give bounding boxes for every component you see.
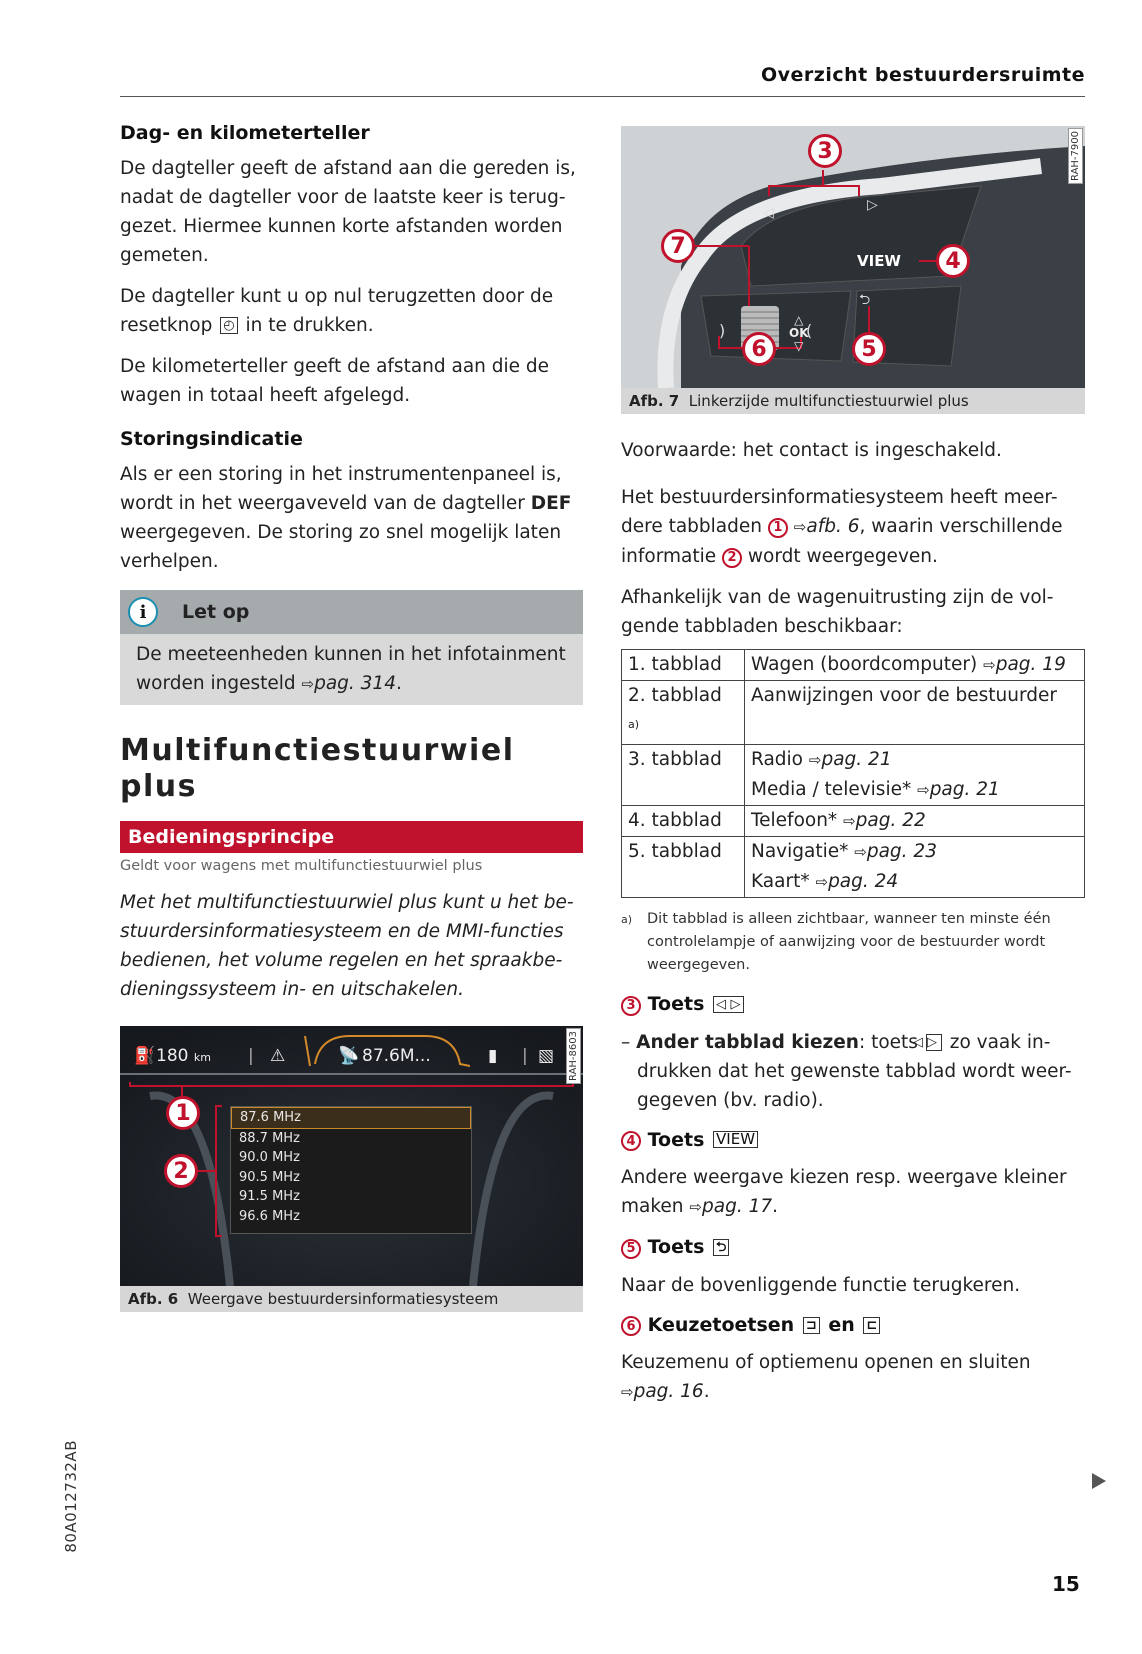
item-3-heading: 3 Toets ◁ ▷ (621, 993, 1085, 1016)
content-cell: Navigatie* ⇨pag. 23 Kaart* ⇨pag. 24 (745, 837, 1085, 898)
station-item: 88.7 MHz (239, 1130, 300, 1146)
trip-paragraph-3: De kilometerteller geeft de afstand aan die de wagen in totaal heeft afgelegd. (120, 356, 550, 406)
reference-arrow-icon: ⇨ (843, 812, 856, 831)
callout-6: 6 (742, 332, 776, 366)
station-item: 96.6 MHz (239, 1208, 300, 1224)
tab-switch-key-icon: ◁ ▷ (713, 996, 744, 1013)
driver-info-display-illustration (120, 1026, 583, 1286)
item-6-text: Keuzemenu of optiemenu openen en sluiten ⇨pag. 16. (621, 1352, 1031, 1403)
precondition-text: Voorwaarde: het contact is ingeschakeld. (621, 440, 1002, 461)
display-tab-bar (120, 1036, 583, 1076)
left-select-key-icon: ⊐ (803, 1317, 820, 1334)
page-reference-link[interactable]: pag. 17 (702, 1196, 773, 1218)
content-cell: Radio ⇨pag. 21 Media / televisie* ⇨pag. 21 (745, 745, 1085, 806)
callout-1: 1 (166, 1096, 200, 1130)
running-header: Overzicht bestuurdersruimte (761, 64, 1085, 86)
active-tab-radio: 87.6M... (362, 1046, 431, 1066)
callout-ref-4: 4 (621, 1131, 641, 1151)
tab-separator: | (522, 1046, 528, 1066)
continue-arrow-icon (1092, 1473, 1106, 1489)
svg-text:◁: ◁ (763, 205, 774, 221)
steering-wheel-illustration (621, 126, 1085, 388)
table-row (622, 745, 1085, 806)
note-title: Let op (182, 601, 250, 623)
fault-paragraph: Als er een storing in het instrumentenpaneel is, wordt in het weergaveveld van de dagteller DEF weergegeven. De storing zo snel mogelijk laten verhelpen. (120, 464, 572, 572)
header-divider (120, 96, 1085, 97)
table-row (622, 681, 1085, 745)
heading-fault-indication: Storingsindicatie (120, 428, 303, 450)
svg-text:(: ( (806, 321, 813, 340)
item-4-heading: 4 Toets VIEW (621, 1129, 1085, 1152)
reference-arrow-icon: ⇨ (854, 843, 867, 862)
tab-switch-key-icon: ◁ ▷ (926, 1034, 942, 1051)
info-icon: i (128, 597, 158, 627)
station-item: 91.5 MHz (239, 1189, 300, 1204)
callout-ref-3: 3 (621, 996, 641, 1016)
figure-reference-link[interactable]: afb. 6 (806, 516, 860, 537)
intro-paragraph: Met het multifunctiestuurwiel plus kunt u het be-stuurdersinformatiesysteem en de MMI-functies bedienen, het volume regelen en het spraakbe-dieningssysteem in- en uitschakelen. (120, 892, 574, 1000)
page-reference-link[interactable]: pag. 21 (929, 779, 1000, 801)
tab-cell: 4. tabblad (622, 806, 745, 837)
callout-ref-6: 6 (621, 1316, 641, 1336)
note-box (120, 590, 583, 705)
svg-text:▷: ▷ (867, 197, 878, 213)
applies-to-note: Geldt voor wagens met multifunctiestuurwiel plus (120, 858, 483, 874)
table-footnote: a) Dit tabblad is alleen zichtbaar, wanneer ten minste één controlelampje of aanwijzing voor de bestuurder wordt weergegeven. (621, 911, 1051, 974)
back-key-icon: ⮌ (713, 1239, 729, 1256)
station-item: 90.5 MHz (239, 1169, 300, 1185)
reset-button-icon: ◴ (220, 317, 237, 334)
note-header (120, 590, 583, 634)
page-reference-link[interactable]: pag. 16 (633, 1381, 704, 1403)
reference-arrow-icon: ⇨ (793, 518, 807, 536)
figure-code: RAH-8603 (566, 1028, 581, 1084)
radio-station-list (230, 1106, 472, 1234)
station-item: 90.0 MHz (239, 1150, 300, 1165)
subsection-bar: Bedieningsprincipe (120, 821, 583, 853)
fuel-pump-icon: ⛽ (134, 1046, 156, 1066)
page-number: 15 (1052, 1572, 1080, 1596)
right-column (621, 126, 1085, 1419)
view-button: VIEW (857, 252, 901, 270)
callout-7: 7 (661, 229, 695, 263)
trip-paragraph-1: De dagteller geeft de afstand aan die gereden is, nadat de dagteller voor de laatste keer is terug-gezet. Hiermee kunnen korte afstanden worden gemeten. (120, 158, 576, 266)
tabs-table (621, 649, 1085, 898)
figure-7 (621, 126, 1085, 414)
page-reference-link[interactable]: pag. 19 (995, 654, 1066, 675)
reference-arrow-icon: ⇨ (983, 656, 996, 674)
item-6-heading: 6 Keuzetoetsen ⊐ en ⊏ (621, 1314, 1085, 1337)
svg-text:): ) (719, 321, 726, 340)
map-icon: ▧ (538, 1046, 555, 1066)
reference-arrow-icon: ⇨ (301, 675, 315, 693)
document-code: 80A012732AB (62, 1440, 80, 1553)
reference-arrow-icon: ⇨ (815, 873, 829, 892)
page-reference-link[interactable]: pag. 314 (314, 673, 396, 694)
table-row (622, 806, 1085, 837)
phone-icon: ▮ (488, 1046, 498, 1066)
chapter-title: Multifunctiestuurwiel plus (120, 733, 515, 804)
callout-ref-1: 1 (768, 518, 788, 538)
content-cell: Telefoon* ⇨pag. 22 (745, 806, 1085, 837)
tab-cell: 5. tabblad (622, 837, 745, 898)
figure-code: RAH-7900 (1068, 128, 1083, 184)
callout-3: 3 (808, 134, 842, 168)
view-key-icon: VIEW (713, 1131, 758, 1148)
trip-paragraph-2: De dagteller kunt u op nul terugzetten door de resetknop ◴ in te drukken. (120, 286, 554, 336)
tab-cell: 1. tabblad (622, 650, 745, 681)
reference-arrow-icon: ⇨ (621, 1383, 634, 1402)
content-cell: Aanwijzingen voor de bestuurder (745, 681, 1085, 745)
item-4-text: Andere weergave kiezen resp. weergave kleiner maken ⇨pag. 17. (621, 1167, 1067, 1218)
station-item-selected: 87.6 MHz (231, 1107, 471, 1129)
callout-ref-5: 5 (621, 1239, 641, 1259)
reference-arrow-icon: ⇨ (808, 751, 822, 770)
callout-ref-2: 2 (722, 548, 742, 568)
right-select-key-icon: ⊏ (863, 1317, 880, 1334)
page-reference-link[interactable]: pag. 23 (866, 841, 937, 863)
page-reference-link[interactable]: pag. 22 (855, 810, 926, 832)
figure-6 (120, 1026, 583, 1312)
reference-arrow-icon: ⇨ (917, 781, 930, 800)
page-reference-link[interactable]: pag. 21 (821, 749, 892, 771)
page-reference-link[interactable]: pag. 24 (828, 871, 899, 893)
tabs-intro-paragraph: Het bestuurdersinformatiesysteem heeft meer-dere tabbladen 1 ⇨afb. 6, waarin verschillende informatie 2 wordt weergegeven. (621, 487, 1063, 567)
item-5-text: Naar de bovenliggende functie terugkeren. (621, 1274, 1021, 1296)
heading-trip-odometer: Dag- en kilometerteller (120, 122, 370, 144)
content-cell: Wagen (boordcomputer) ⇨pag. 19 (745, 650, 1085, 681)
item-3-instruction: – Ander tabblad kiezen: toets ◁ ▷ zo vaak in-drukken dat het gewenste tabblad wordt weer-gegeven (bv. radio). (621, 1031, 1072, 1111)
warning-triangle-icon: ⚠ (270, 1046, 286, 1066)
ok-button: △ OK ▽ (789, 313, 809, 353)
range-value: 180 km (156, 1046, 211, 1066)
figure-6-caption: Afb. 6 Weergave bestuurdersinformatiesysteem (120, 1286, 583, 1312)
callout-4: 4 (936, 244, 970, 278)
callout-5: 5 (852, 332, 886, 366)
availability-text: Afhankelijk van de wagenuitrusting zijn de vol-gende tabbladen beschikbaar: (621, 587, 1054, 637)
callout-2: 2 (164, 1154, 198, 1188)
reference-arrow-icon: ⇨ (689, 1198, 702, 1217)
figure-7-caption: Afb. 7 Linkerzijde multifunctiestuurwiel plus (621, 388, 1085, 414)
table-row (622, 837, 1085, 898)
table-row (622, 650, 1085, 681)
antenna-icon: 📡 (338, 1046, 360, 1066)
tab-separator: | (248, 1046, 254, 1066)
left-column (120, 122, 583, 1312)
tab-cell: 2. tabblad $^{a)}$ (622, 681, 745, 745)
item-5-heading: 5 Toets ⮌ (621, 1236, 1085, 1259)
note-body: De meeteenheden kunnen in het infotainment worden ingesteld ⇨pag. 314. (136, 644, 566, 694)
tab-cell: 3. tabblad (622, 745, 745, 806)
svg-text:⮌: ⮌ (859, 292, 871, 308)
